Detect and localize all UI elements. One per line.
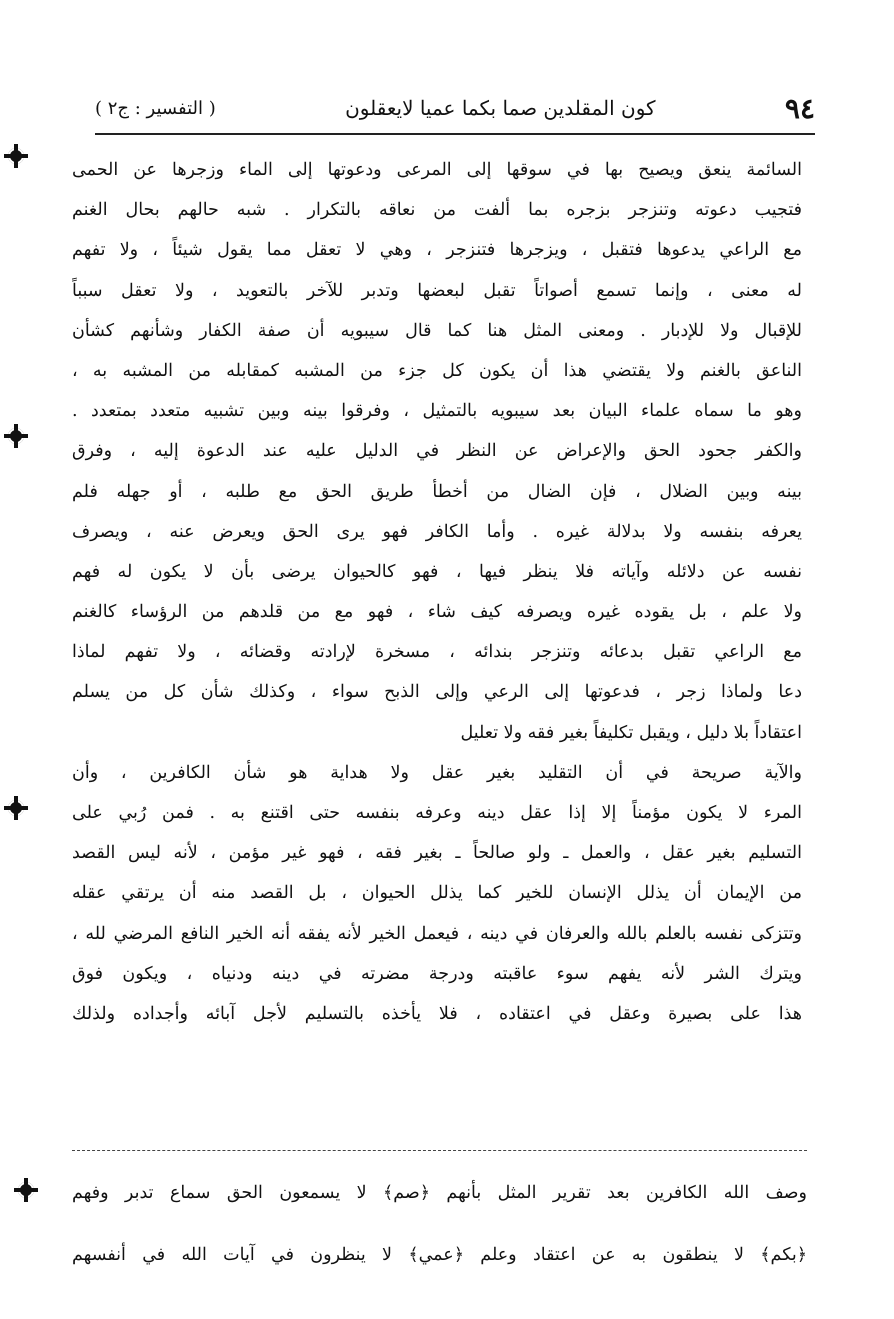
margin-ornament-icon xyxy=(18,1182,34,1198)
page-number: ٩٤ xyxy=(784,91,815,125)
text-line: للإقبال ولا للإدبار . ومعنى المثل هنا كما قال سيبويه أن صفة الكفار وشأنهم كشأن xyxy=(72,320,802,341)
margin-ornament-icon xyxy=(8,428,24,444)
text-line: ويترك الشر لأنه يفهم سوء عاقبته ودرجة مضرته في دينه ودنياه ، ويكون فوق xyxy=(72,963,802,984)
section-divider xyxy=(72,1150,807,1151)
text-line: الناعق بالغنم ولا يقتضي هذا أن يكون كل جزء من المشبه كمقابله من المشبه به ، xyxy=(72,360,802,381)
text-line: من الإيمان أن يذلل الإنسان للخير كما يذلل الحيوان ، بل القصد منه أن يرتقي عقله xyxy=(72,883,802,904)
margin-ornament-icon xyxy=(8,800,24,816)
header-divider xyxy=(95,133,815,135)
text-line: فتجيب دعوته وتنزجر بزجره بما ألفت من نعاقه بالتكرار . شبه حالهم بحال الغنم xyxy=(72,200,802,221)
text-line: وصف الله الكافرين بعد تقرير المثل بأنهم ﴿صم﴾ لا يسمعون الحق سماع تدبر وفهم xyxy=(72,1183,807,1203)
text-line: دعا ولماذا زجر ، فدعوتها إلى الرعي وإلى الذبح سواء ، وكذلك شأن كل من يسلم xyxy=(72,682,802,703)
text-line: والآية صريحة في أن التقليد بغير عقل ولا هداية هو شأن الكافرين ، وأن xyxy=(72,762,802,783)
text-line: هذا على بصيرة وعقل في اعتقاده ، فلا يأخذه بالتسليم لأجل آبائه وأجداده ولذلك xyxy=(72,1003,802,1024)
text-line: وتتزكى نفسه بالعلم بالله والعرفان في دينه ، فيعمل الخير لأنه يفقه أنه الخير النافع المرضي لله ، xyxy=(72,923,802,944)
text-line: السائمة ينعق ويصيح بها في سوقها إلى المرعى ودعوتها إلى الماء وزجرها عن الحمى xyxy=(72,160,802,180)
text-line: التسليم بغير عقل ، والعمل ـ ولو صالحاً ـ بغير فقه ، فهو غير مؤمن ، لأنه ليس القصد xyxy=(72,843,802,864)
text-line: ﴿بكم﴾ لا ينطقون به عن اعتقاد وعلم ﴿عمي﴾ لا ينظرون في آيات الله في أنفسهم xyxy=(72,1245,807,1265)
book-reference: ( التفسير : ج٢ ) xyxy=(95,97,216,119)
text-line: ولا علم ، بل يقوده غيره ويصرفه كيف شاء ، فهو مع من قلدهم من الرؤساء كالغنم xyxy=(72,602,802,623)
text-line: نفسه عن دلائله وآياته فلا ينظر فيها ، فهو كالحيوان يرضى بأن لا يكون له فهم xyxy=(72,561,802,582)
text-line: مع الراعي تقبل بدعائه وتنزجر بندائه ، مسخرة لإرادته وقضائه ، ولا تفهم لماذا xyxy=(72,642,802,663)
text-line: له معنى ، وإنما تسمع أصواتاً تقبل لبعضها وتدبر للآخر بالتعويد ، ولا تعقل سبباً xyxy=(72,280,802,301)
body-text xyxy=(72,150,802,1034)
text-line: بينه وبين الضلال ، فإن الضال من أخطأ طريق الحق مع طلبه ، أو جهله فلم xyxy=(72,481,802,502)
text-line: اعتقاداً بلا دليل ، ويقبل تكليفاً بغير فقه ولا تعليل xyxy=(460,722,802,743)
text-line: يعرفه بنفسه ولا بدلالة غيره . وأما الكافر فهو يرى الحق ويعرض عنه ، ويصرف xyxy=(72,521,802,542)
text-line: مع الراعي يدعوها فتقبل ، ويزجرها فتنزجر ، وهي لا تعقل مما يقول شيئاً ، ولا تفهم xyxy=(72,240,802,261)
text-line: المرء لا يكون مؤمناً إلا إذا عقل دينه وعرفه بنفسه حتى اقتنع به . فمن رُبي على xyxy=(72,803,802,823)
text-line: والكفر جحود الحق والإعراض عن النظر في الدليل عليه عند الدعوة إليه ، وفرق xyxy=(72,441,802,462)
text-line: وهو ما سماه علماء البيان بعد سيبويه بالتمثيل ، وفرقوا بينه وبين تشبيه متعدد بمتعدد . xyxy=(72,401,802,422)
running-title: كون المقلدين صما بكما عميا لايعقلون xyxy=(345,96,656,120)
margin-ornament-icon xyxy=(8,148,24,164)
closing-text xyxy=(72,1162,807,1286)
page-header xyxy=(95,88,815,128)
